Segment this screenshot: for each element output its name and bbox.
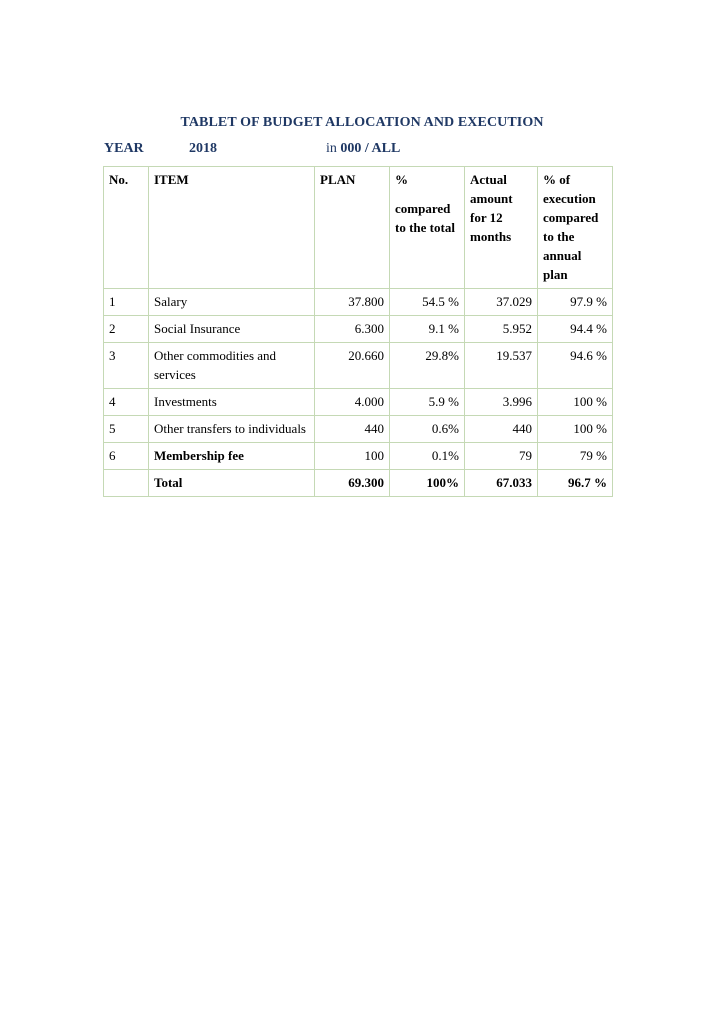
cell-plan: 6.300 <box>315 316 390 343</box>
cell-pct: 0.6% <box>390 416 465 443</box>
table-row <box>104 343 613 389</box>
table-header-row <box>104 167 613 289</box>
header-pct-text: compared to the total <box>395 201 455 235</box>
cell-execution: 79 % <box>538 443 613 470</box>
cell-execution: 97.9 % <box>538 289 613 316</box>
cell-item: Social Insurance <box>149 316 315 343</box>
cell-no: 6 <box>104 443 149 470</box>
cell-execution: 100 % <box>538 389 613 416</box>
cell-no: 5 <box>104 416 149 443</box>
cell-plan: 37.800 <box>315 289 390 316</box>
cell-no: 4 <box>104 389 149 416</box>
cell-item: Investments <box>149 389 315 416</box>
unit-value: 000 / ALL <box>340 141 401 156</box>
header-no: No. <box>104 167 149 289</box>
table-row <box>104 389 613 416</box>
header-pct <box>390 167 465 289</box>
table-row <box>104 289 613 316</box>
cell-actual: 5.952 <box>465 316 538 343</box>
header-execution: % of execution compared to the annual plan <box>538 167 613 289</box>
cell-execution: 100 % <box>538 416 613 443</box>
header-item: ITEM <box>149 167 315 289</box>
table-total-row <box>104 470 613 497</box>
table-row <box>104 416 613 443</box>
unit-prefix: in <box>326 141 341 156</box>
cell-pct: 29.8% <box>390 343 465 389</box>
cell-pct: 5.9 % <box>390 389 465 416</box>
cell-plan: 20.660 <box>315 343 390 389</box>
cell-no: 2 <box>104 316 149 343</box>
total-execution: 96.7 % <box>538 470 613 497</box>
total-plan: 69.300 <box>315 470 390 497</box>
cell-actual: 79 <box>465 443 538 470</box>
cell-actual: 37.029 <box>465 289 538 316</box>
cell-item: Salary <box>149 289 315 316</box>
cell-execution: 94.4 % <box>538 316 613 343</box>
table-row <box>104 316 613 343</box>
cell-actual: 19.537 <box>465 343 538 389</box>
header-plan: PLAN <box>315 167 390 289</box>
total-pct: 100% <box>390 470 465 497</box>
cell-item: Other transfers to individuals <box>149 416 315 443</box>
total-label: Total <box>149 470 315 497</box>
cell-plan: 100 <box>315 443 390 470</box>
document-title: TABLET OF BUDGET ALLOCATION AND EXECUTION <box>180 115 544 130</box>
table-row <box>104 443 613 470</box>
budget-table <box>103 166 613 497</box>
cell-actual: 440 <box>465 416 538 443</box>
total-no <box>104 470 149 497</box>
cell-no: 1 <box>104 289 149 316</box>
year-label: YEAR <box>104 141 144 156</box>
cell-pct: 0.1% <box>390 443 465 470</box>
cell-plan: 4.000 <box>315 389 390 416</box>
cell-item: Membership fee <box>149 443 315 470</box>
cell-item: Other commodities and services <box>149 343 315 389</box>
header-actual: Actual amount for 12 months <box>465 167 538 289</box>
cell-pct: 9.1 % <box>390 316 465 343</box>
year-value: 2018 <box>189 141 217 156</box>
unit-label <box>326 141 400 157</box>
total-actual: 67.033 <box>465 470 538 497</box>
cell-execution: 94.6 % <box>538 343 613 389</box>
cell-plan: 440 <box>315 416 390 443</box>
cell-pct: 54.5 % <box>390 289 465 316</box>
cell-no: 3 <box>104 343 149 389</box>
cell-actual: 3.996 <box>465 389 538 416</box>
header-pct-symbol: % <box>395 172 408 187</box>
